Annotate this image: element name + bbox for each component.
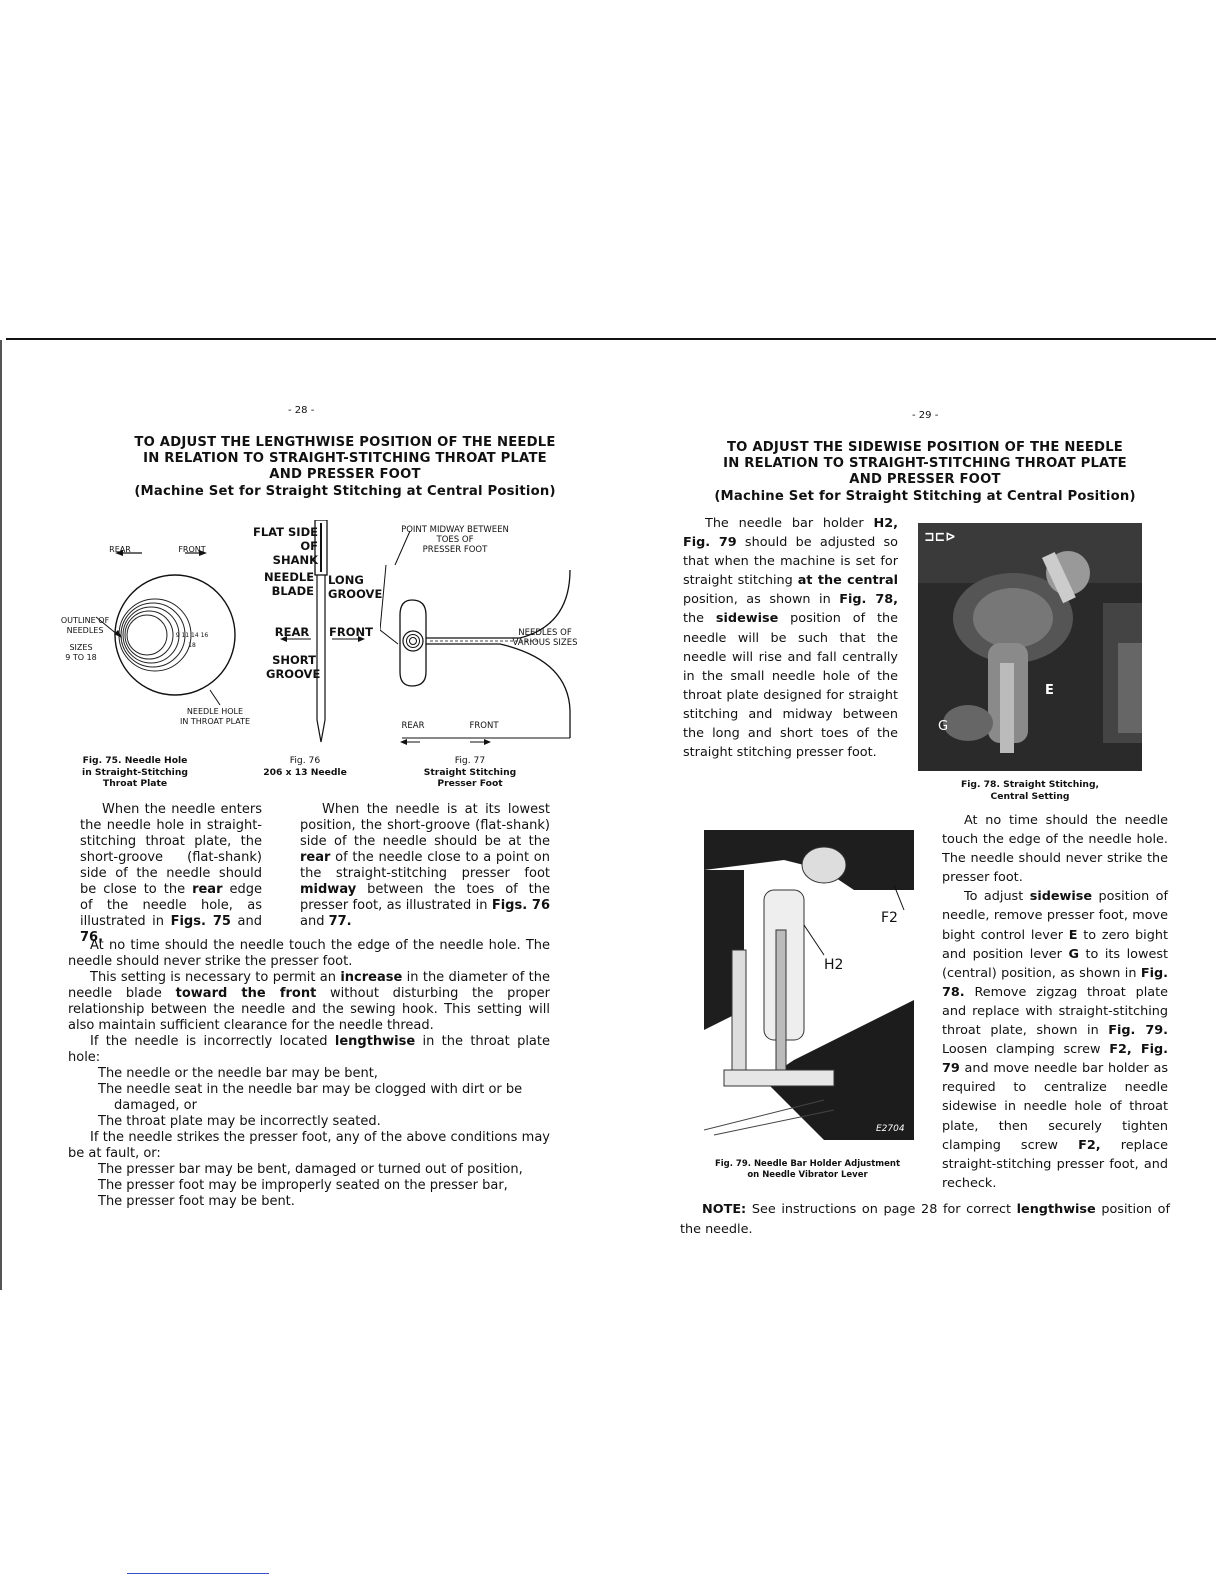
text-bold: F2, [1078,1137,1101,1153]
label-line: 9 TO 18 [65,653,97,662]
text-bold: midway [300,882,357,897]
machine-photo-79 [704,830,914,1140]
svg-text:⊐⊏⊳: ⊐⊏⊳ [924,529,956,545]
text-bold: sidewise [715,611,779,627]
text-bold: increase [340,970,403,985]
paragraph: At no time should the needle touch the edge of the needle hole. The needle should never strike the presser foot. [942,813,1168,886]
paragraph [300,802,550,930]
caption-line: in Straight-Stitching [82,766,188,778]
label-line: VARIOUS SIZES [512,638,578,648]
text: and move needle bar holder as required to centralize needle sidewise in needle hole of throat plate, then securely tighten clamping screw [942,1061,1168,1153]
text-bold: 77. [328,914,352,929]
fig75-sizes-label [56,643,106,663]
text-bold: sidewise [1029,889,1093,905]
title-line: AND PRESSER FOOT [849,472,1001,488]
label-line: TOES OF [436,535,474,545]
text-bold: G [1068,946,1079,962]
text-bold: lengthwise [1016,1202,1096,1217]
caption-line: Throat Plate [102,778,168,789]
fig77-point-label [395,525,515,555]
paragraph [68,1034,550,1066]
fig75-outline-label [60,616,110,636]
text-bold: lengthwise [334,1034,416,1049]
page-29-note [680,1200,1170,1239]
machine-photo-78 [918,523,1142,771]
caption-line: Central Setting [990,790,1070,802]
fig-79-photo [704,830,914,1140]
caption-line: on Needle Vibrator Lever [747,1169,868,1180]
page-28-right-column [300,802,550,946]
text-bold: F2, Fig. 79 [942,1042,1168,1077]
text: and [300,914,329,929]
footer-link-line [127,1573,269,1574]
fig-75-caption [80,755,190,790]
title-line: TO ADJUST THE LENGTHWISE POSITION OF THE NEEDLE [134,435,556,450]
fig-78-photo [918,523,1142,771]
label-line: LONG [328,573,364,587]
fig79-stamp: E2704 [876,1124,905,1134]
text-bold: Fig. 79 [683,535,737,551]
text: in the diameter of the needle blade [68,970,550,1001]
page-top-rule [6,338,1216,340]
fig79-label-h2: H2 [824,957,844,973]
title-line: AND PRESSER FOOT [269,467,421,483]
paragraph [68,970,550,1034]
label-line: PRESSER FOOT [422,545,488,555]
text: of the needle close to a point on the straight-stitching presser foot [300,850,550,881]
list-item: The needle seat in the needle bar may be clogged with dirt or be damaged, or [98,1082,523,1113]
text: replace straight-stitching presser foot, and recheck. [942,1137,1168,1191]
label-line: FLAT SIDE [252,525,318,539]
label-line: SIZES [69,643,93,652]
text: to its lowest (central) position, as shown in [942,946,1169,981]
text-bold: rear [300,850,331,865]
fig78-label-g: G [938,719,949,734]
text: Loosen clamping screw [942,1042,1110,1058]
page-29-title [640,440,1210,505]
text-bold: at the central [797,573,898,589]
text: and [230,914,262,929]
fig75-hole-label [175,707,255,727]
caption-line: Fig. 79. Needle Bar Holder Adjustment [714,1159,901,1169]
text: position of the needle. [680,1202,1170,1237]
text: between the toes of the presser foot, as illustrated in [300,882,550,913]
text: This setting is necessary to permit an [90,970,341,985]
text: To adjust [964,889,1030,905]
caption-line: Straight Stitching [423,766,517,778]
caption-line: Fig. 78. Straight Stitching, [960,779,1100,790]
fig76-front-label: FRONT [329,625,373,639]
fig-78-caption [945,779,1115,802]
label-line: OF SHANK [272,539,318,567]
text: See instructions on page 28 for correct [746,1202,1017,1217]
fig-77-caption [405,755,535,790]
page-left-edge [0,340,2,1290]
label-line: GROOVE [328,587,383,601]
fig77-rear-label: REAR [401,721,425,731]
label-line: SHORT [272,653,316,667]
caption-line: 206 x 13 Needle [263,766,347,778]
fig76-long-groove-label [328,573,383,601]
text-bold: toward the front [175,986,317,1001]
label-line: NEEDLES [66,626,104,635]
paragraph: At no time should the needle touch the edge of the needle hole. The needle should never strike the presser foot. [68,938,550,969]
list-item: The needle or the needle bar may be bent, [98,1066,378,1081]
paragraph [942,887,1168,1193]
fig75-rear-label: REAR [109,545,131,554]
note-label: NOTE: [702,1202,747,1217]
list-item: The throat plate may be incorrectly seated. [98,1114,381,1129]
text: in the throat plate hole: [68,1034,550,1065]
label-line: NEEDLE HOLE [186,707,244,716]
title-line: TO ADJUST THE SIDEWISE POSITION OF THE NEEDLE [726,440,1124,455]
text: Remove zigzag throat plate and replace with straight-stitching throat plate, shown in [942,984,1168,1039]
paragraph [80,802,262,946]
text-bold: Fig. 78. [942,965,1168,1000]
page-29-intro [683,514,898,781]
needle-outline-11 [125,611,173,659]
fig79-label-f2: F2 [881,910,898,926]
text-bold: Fig. 79. [1108,1023,1168,1039]
text-bold: H2, [873,516,898,531]
fig76-flat-side-label [252,525,318,567]
text: without disturbing the proper relationship between the needle and the sewing hook. This setting will also maintain sufficient clearance for the needle thread. [68,986,550,1033]
fig76-blade-label [264,570,314,598]
text: When the needle enters the needle hole in straight-stitching throat plate, the short-groove (flat-shank) side of the needle should be close to the [80,802,262,897]
fig77-needles-label [505,628,585,648]
fig78-label-e: E [1045,683,1054,698]
title-line: IN RELATION TO STRAIGHT-STITCHING THROAT PLATE [723,456,1127,472]
text: the [683,611,716,627]
text: should be adjusted so that when the machine is set for straight stitching [683,535,898,589]
fig76-short-groove-label [266,653,321,681]
title-line: IN RELATION TO STRAIGHT-STITCHING THROAT PLATE [143,451,547,467]
text: to zero bight and position lever [942,927,1168,962]
text: When the needle is at its lowest position, the short-groove (flat-shank) side of the needle should be at the [300,802,550,849]
paragraph: If the needle strikes the presser foot, any of the above conditions may be at fault, or: [68,1130,550,1161]
text-bold: rear [192,882,223,897]
page-28-body [68,938,550,1210]
caption-line: Fig. 77 [454,755,486,766]
label-line: BLADE [271,584,314,598]
fig75-front-label: FRONT [178,545,206,554]
text: If the needle is incorrectly located [90,1034,335,1049]
caption-line: Fig. 75. Needle Hole [82,755,188,766]
label-line: OUTLINE OF [60,616,110,625]
text-bold: 76. [80,930,104,945]
label-line: IN THROAT PLATE [179,717,251,726]
text-bold: Figs. 75 [170,914,231,929]
list-item: The presser foot may be bent. [98,1194,295,1209]
caption-line: Presser Foot [437,778,503,789]
page-28-title [60,435,630,500]
fig-79-caption [700,1159,915,1180]
list-item: The presser bar may be bent, damaged or turned out of position, [98,1162,523,1177]
title-subline: (Machine Set for Straight Stitching at Central Position) [714,488,1136,504]
text: position, as shown in [683,592,840,608]
title-subline: (Machine Set for Straight Stitching at Central Position) [134,483,556,499]
text: edge of the needle hole, as illustrated in [80,882,262,929]
fig77-front-label: FRONT [469,721,499,731]
fig75-size-numbers: 9 11 14 16 18 [175,632,209,649]
list-item: The presser foot may be improperly seated on the presser bar, [98,1178,508,1193]
text-bold: Figs. 76 [491,898,550,913]
page-number-29: - 29 - [912,410,939,421]
text: position of the needle will be such that the needle will rise and fall centrally in the small needle hole of the throat plate designed for straight stitching and midway between the long and short toes of the straight stitching presser foot. [683,611,898,761]
paragraph [683,514,898,762]
paragraph [680,1200,1170,1239]
text-bold: E [1068,927,1078,943]
label-line: NEEDLE [264,570,315,584]
label-line: POINT MIDWAY BETWEEN [401,525,509,535]
text: The needle bar holder [705,516,874,531]
needle-outline-9 [127,615,167,655]
page-number-28: - 28 - [288,405,315,416]
fig76-rear-label: REAR [274,625,310,639]
text-bold: Fig. 78, [839,592,898,608]
label-line: GROOVE [266,667,321,681]
fig-76-caption [250,755,360,778]
caption-line: Fig. 76 [289,755,321,766]
label-line: NEEDLES OF [518,628,572,638]
text: position of needle, remove presser foot, move bight control lever [942,889,1168,943]
page-29-right-column [942,811,1168,1212]
